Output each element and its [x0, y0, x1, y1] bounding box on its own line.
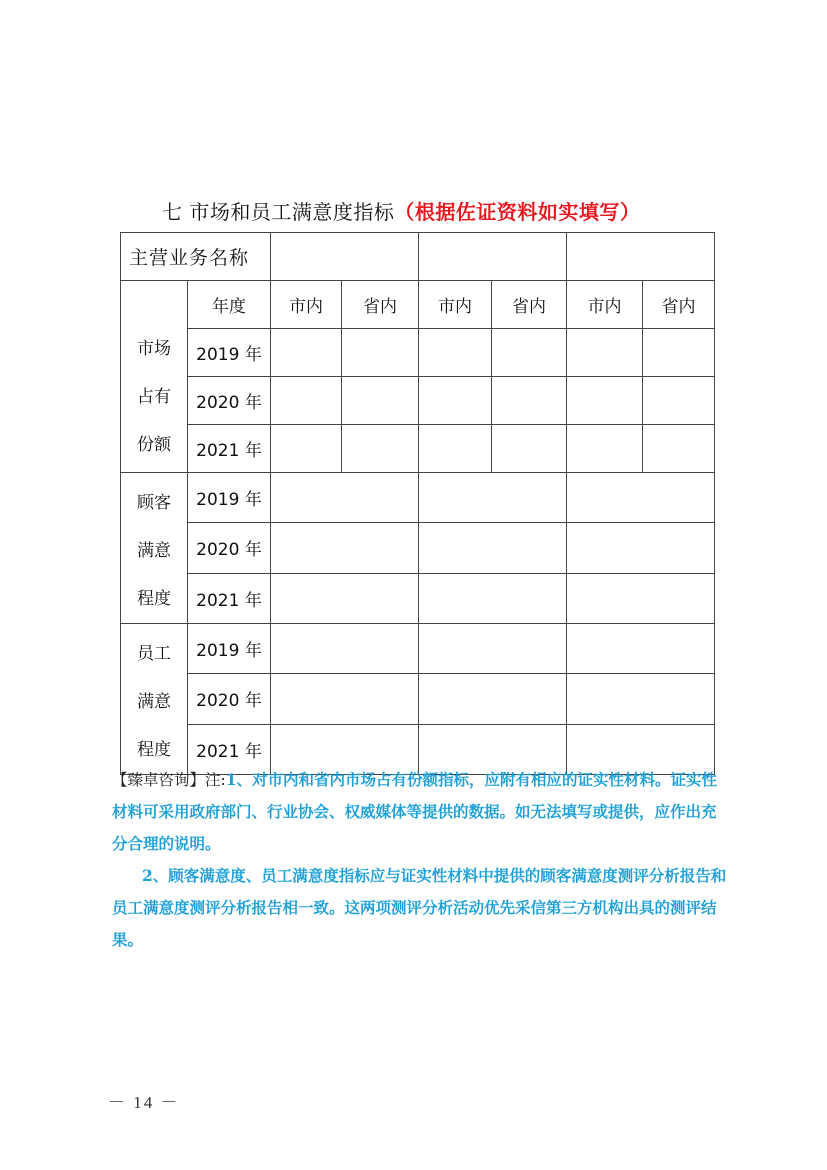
note-1: [112, 764, 727, 860]
note-2-text: 2、顾客满意度、员工满意度指标应与证实性材料中提供的顾客满意度测评分析报告和员工满意度测评分析报告相一致。这两项测评分析活动优先采信第三方机构出具的测评结果。: [112, 866, 727, 949]
section-label-market-share: [121, 281, 188, 473]
section-line: 程度: [137, 740, 171, 760]
business-name-cell-1[interactable]: [271, 233, 419, 281]
table-row: [121, 523, 715, 573]
year-header: 年度: [188, 281, 271, 329]
table-row: [121, 674, 715, 724]
data-cell[interactable]: [271, 624, 419, 674]
sub-header-province: 省内: [342, 281, 419, 329]
notes-prefix: 【臻卓咨询】注:: [112, 771, 226, 789]
page-number: － 14 －: [108, 1093, 180, 1112]
year-cell: 2020 年: [188, 674, 271, 724]
data-cell[interactable]: [567, 473, 715, 523]
notes-block: [112, 764, 727, 956]
data-cell[interactable]: [643, 425, 715, 473]
sub-header-city: 市内: [419, 281, 492, 329]
data-cell[interactable]: [419, 674, 567, 724]
section-line: 占有: [137, 386, 171, 407]
data-cell[interactable]: [567, 425, 643, 473]
data-cell[interactable]: [419, 473, 567, 523]
section-line: 份额: [137, 434, 171, 455]
note-1-text: 1、对市内和省内市场占有份额指标，应附有相应的证实性材料。证实性材料可采用政府部门、行业协会、权威媒体等提供的数据。如无法填写或提供，应作出充分合理的说明。: [112, 770, 718, 853]
section-title-instruction: （根据佐证资料如实填写）: [394, 200, 641, 224]
data-cell[interactable]: [492, 425, 567, 473]
data-cell[interactable]: [643, 377, 715, 425]
table-row: [121, 573, 715, 623]
data-cell[interactable]: [492, 377, 567, 425]
data-cell[interactable]: [419, 573, 567, 623]
data-cell[interactable]: [492, 329, 567, 377]
data-cell[interactable]: [419, 523, 567, 573]
year-cell: 2021 年: [188, 573, 271, 623]
sub-header-city: 市内: [567, 281, 643, 329]
section-line: 程度: [137, 589, 171, 609]
sub-header-province: 省内: [643, 281, 715, 329]
data-cell[interactable]: [271, 674, 419, 724]
year-cell: 2019 年: [188, 329, 271, 377]
section-title: [162, 197, 640, 227]
business-name-label: 主营业务名称: [121, 233, 271, 281]
year-cell: 2020 年: [188, 377, 271, 425]
sub-header-city: 市内: [271, 281, 342, 329]
data-cell[interactable]: [567, 329, 643, 377]
data-cell[interactable]: [567, 377, 643, 425]
year-cell: 2019 年: [188, 473, 271, 523]
section-line: 员工: [137, 644, 171, 664]
section-line: 市场: [137, 338, 171, 359]
section-label-employee-satisfaction: [121, 624, 188, 775]
note-2: [112, 860, 727, 956]
data-cell[interactable]: [567, 573, 715, 623]
sub-header-province: 省内: [492, 281, 567, 329]
table-row: [121, 329, 715, 377]
year-cell: 2019 年: [188, 624, 271, 674]
table-row: [121, 425, 715, 473]
year-cell: 2020 年: [188, 523, 271, 573]
section-line: 顾客: [137, 493, 171, 513]
data-cell[interactable]: [419, 425, 492, 473]
data-cell[interactable]: [271, 573, 419, 623]
section-line: 满意: [137, 692, 171, 712]
business-name-cell-3[interactable]: [567, 233, 715, 281]
satisfaction-indicator-table: [120, 232, 715, 775]
data-cell[interactable]: [342, 329, 419, 377]
business-name-row: [121, 233, 715, 281]
data-cell[interactable]: [271, 377, 342, 425]
data-cell[interactable]: [419, 624, 567, 674]
data-cell[interactable]: [271, 329, 342, 377]
data-cell[interactable]: [419, 329, 492, 377]
data-cell[interactable]: [271, 523, 419, 573]
business-name-cell-2[interactable]: [419, 233, 567, 281]
data-cell[interactable]: [271, 473, 419, 523]
data-cell[interactable]: [567, 624, 715, 674]
data-cell[interactable]: [643, 329, 715, 377]
data-cell[interactable]: [567, 674, 715, 724]
data-cell[interactable]: [271, 425, 342, 473]
year-cell: 2021 年: [188, 724, 271, 774]
table-row: [121, 377, 715, 425]
section-title-main: 七 市场和员工满意度指标: [162, 200, 395, 224]
data-cell[interactable]: [342, 425, 419, 473]
header-row: [121, 281, 715, 329]
data-cell[interactable]: [567, 523, 715, 573]
section-line: 满意: [137, 541, 171, 561]
table-row: [121, 473, 715, 523]
section-label-customer-satisfaction: [121, 473, 188, 624]
data-cell[interactable]: [342, 377, 419, 425]
table-row: [121, 624, 715, 674]
data-cell[interactable]: [419, 377, 492, 425]
year-cell: 2021 年: [188, 425, 271, 473]
